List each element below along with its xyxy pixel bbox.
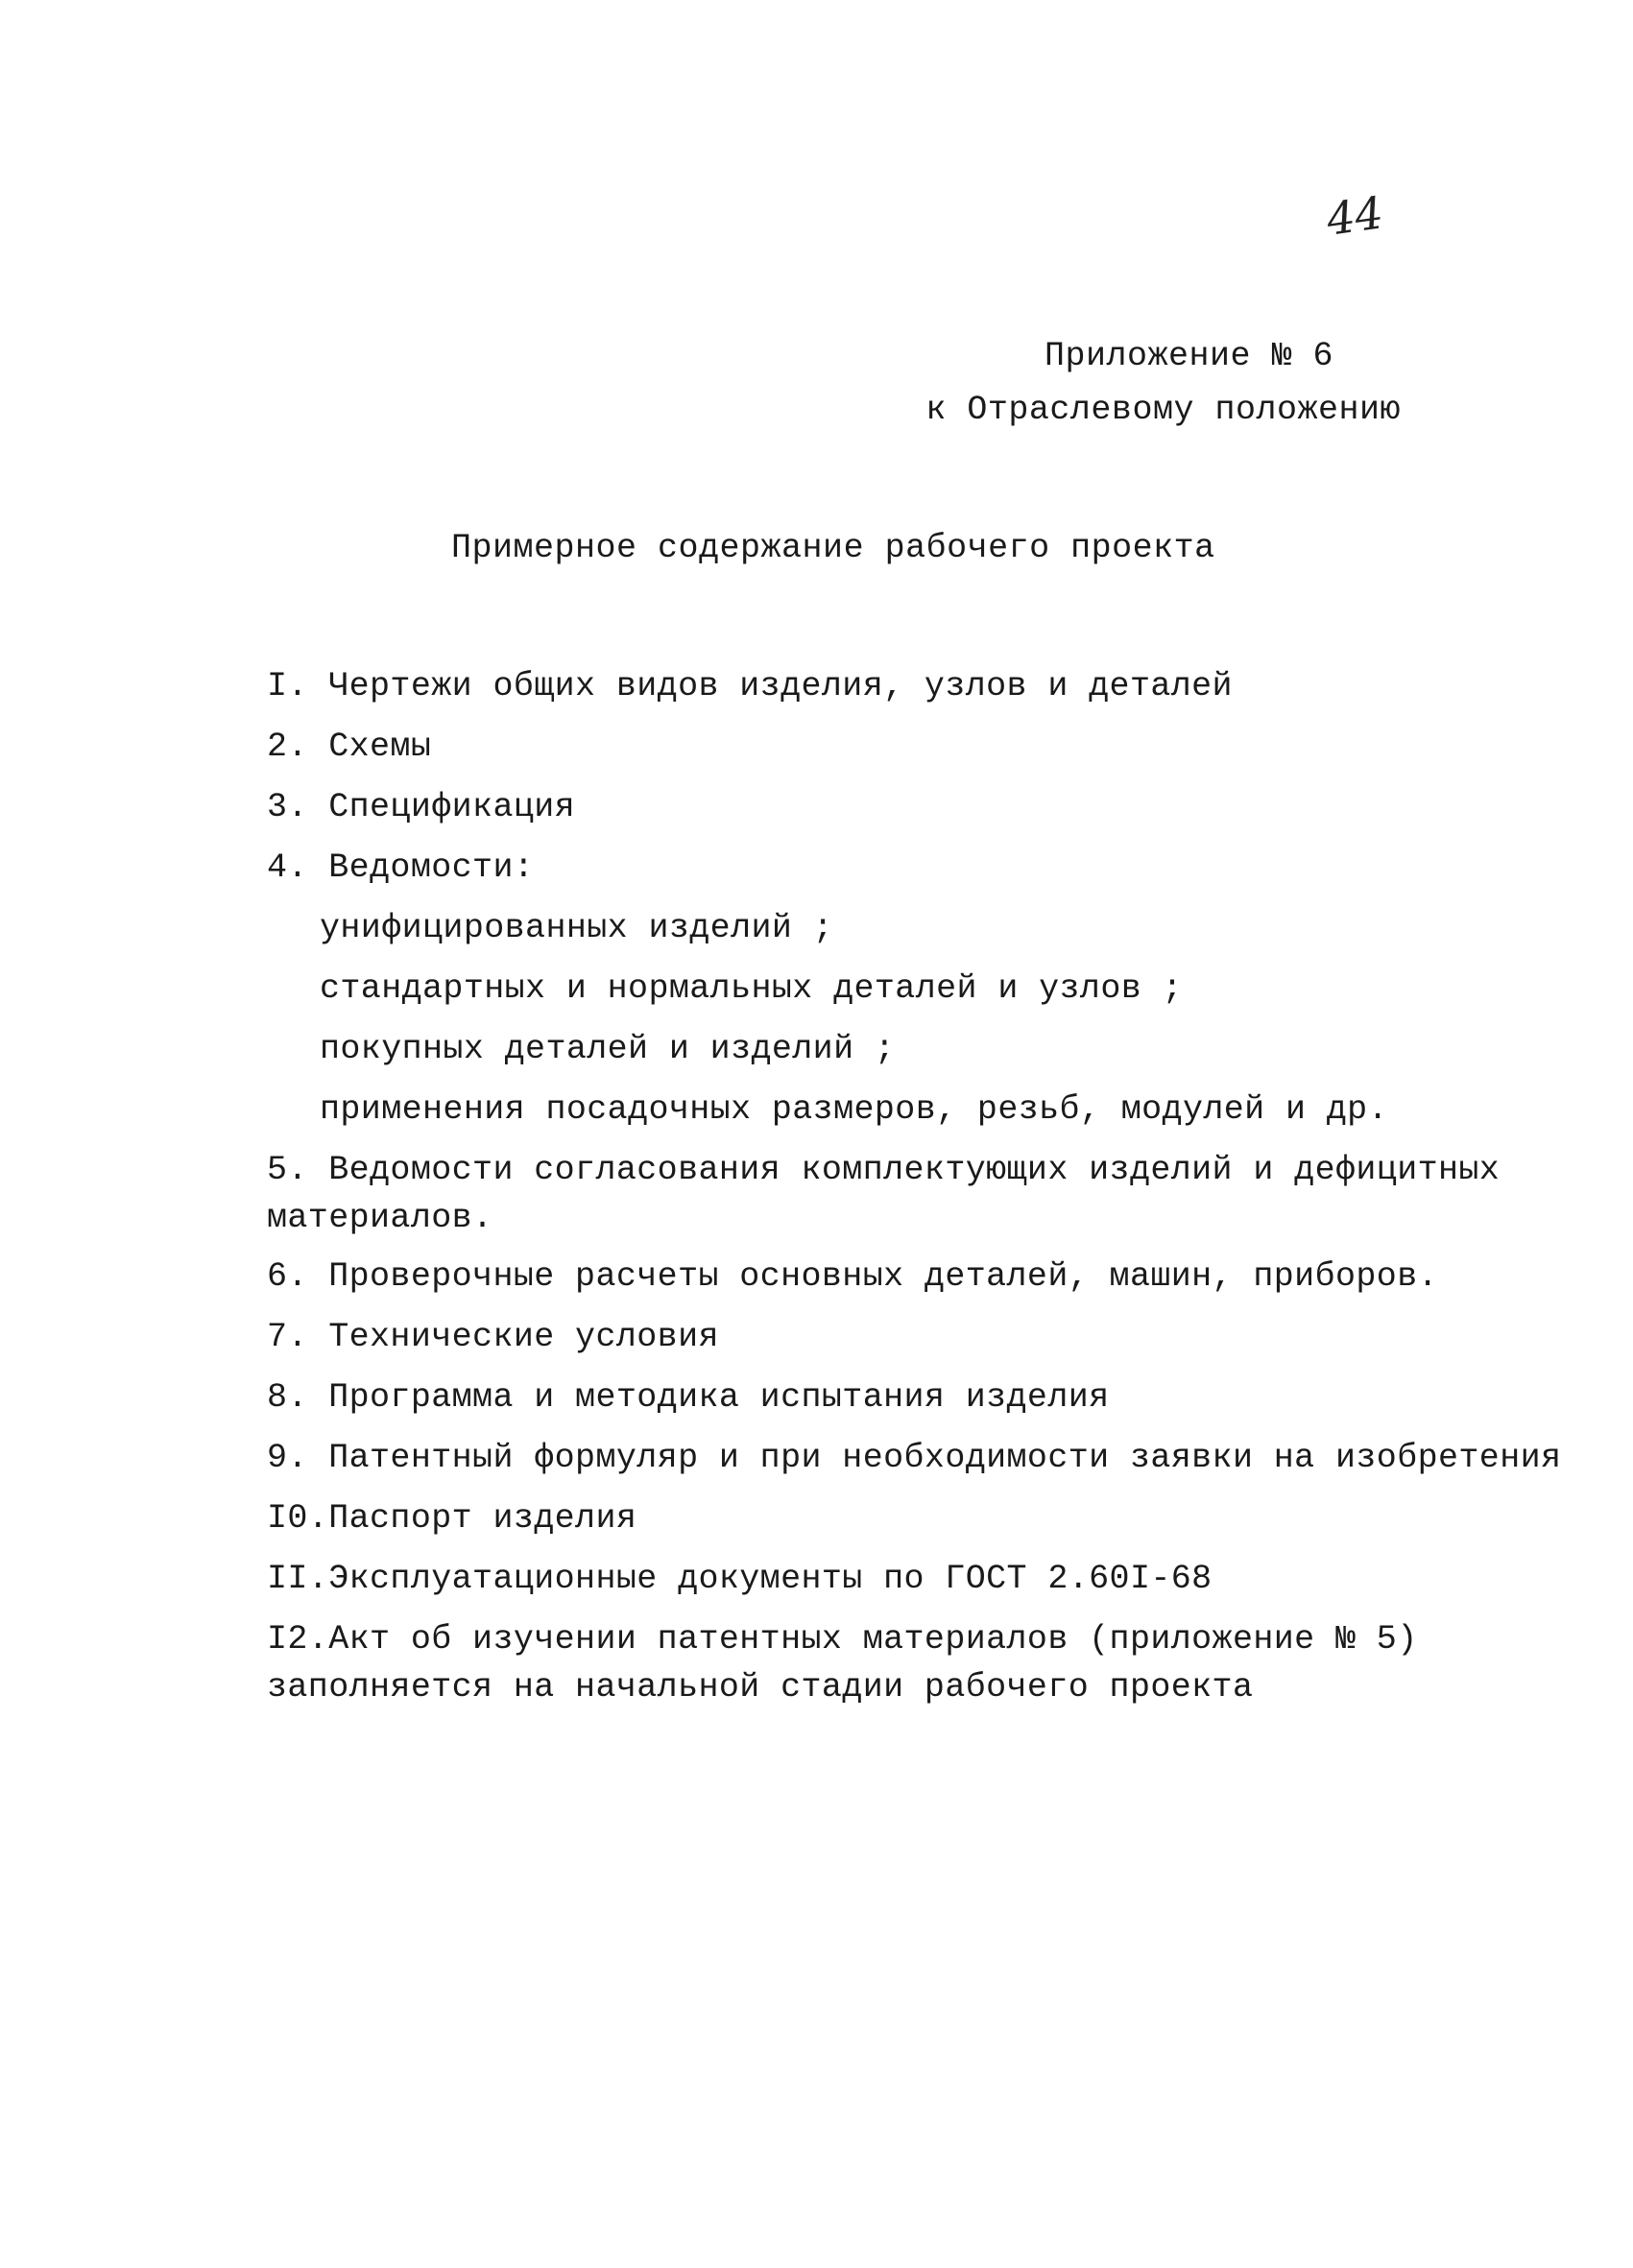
contents-list <box>267 662 1562 1722</box>
appendix-label: Приложение № 6 <box>1044 337 1333 375</box>
list-item-7 <box>267 1313 1544 1373</box>
list-subitem-2 <box>267 965 1544 1025</box>
list-item-text: 6. Проверочные расчеты основных деталей, машин, приборов. <box>267 1257 1438 1296</box>
list-item-9 <box>267 1434 1562 1494</box>
list-subitem-text: стандартных и нормальных деталей и узлов ; <box>320 969 1183 1008</box>
list-item-4 <box>267 844 1544 904</box>
list-item-12 <box>267 1615 1544 1711</box>
list-item-text: 5. Ведомости согласования комплектующих изделий и дефицитных <box>267 1151 1501 1189</box>
list-item-text: 3. Спецификация <box>267 788 576 826</box>
list-subitem-1 <box>267 904 1544 965</box>
list-item-5 <box>267 1146 1544 1242</box>
list-item-6 <box>267 1253 1544 1313</box>
list-subitem-3 <box>267 1025 1544 1086</box>
list-item-continuation: заполняется на начальной стадии рабочего проекта <box>267 1668 1254 1707</box>
list-item-text: 2. Схемы <box>267 728 432 766</box>
list-subitem-text: применения посадочных размеров, резьб, модулей и др. <box>320 1090 1388 1129</box>
list-item-text: II.Эксплуатационные документы по ГОСТ 2.60I-68 <box>267 1560 1213 1598</box>
list-item-11 <box>267 1555 1544 1615</box>
list-item-2 <box>267 723 1544 783</box>
list-item-10 <box>267 1494 1544 1555</box>
list-item-text: 8. Программа и методика испытания изделия <box>267 1378 1110 1417</box>
list-subitem-text: покупных деталей и изделий ; <box>320 1030 896 1068</box>
list-item-text: I. Чертежи общих видов изделия, узлов и деталей <box>267 667 1233 705</box>
list-item-8 <box>267 1373 1544 1434</box>
list-item-1 <box>267 662 1544 723</box>
page-title: Примерное содержание рабочего проекта <box>451 529 1215 567</box>
appendix-reference: к Отраслевому положению <box>925 391 1401 429</box>
list-item-text: I0.Паспорт изделия <box>267 1499 637 1538</box>
appendix-header <box>925 329 1401 437</box>
list-item-text: 9. Патентный формуляр и при необходимости заявки на изобретения <box>267 1439 1562 1477</box>
list-item-text: 7. Технические условия <box>267 1318 719 1356</box>
list-subitem-4 <box>267 1086 1544 1146</box>
list-item-continuation: материалов. <box>267 1199 493 1237</box>
page-number: 44 <box>1323 186 1387 246</box>
list-item-3 <box>267 783 1544 844</box>
list-item-text: I2.Акт об изучении патентных материалов (приложение № 5) <box>267 1620 1418 1659</box>
list-item-text: 4. Ведомости: <box>267 848 535 887</box>
list-subitem-text: унифицированных изделий ; <box>320 909 834 947</box>
